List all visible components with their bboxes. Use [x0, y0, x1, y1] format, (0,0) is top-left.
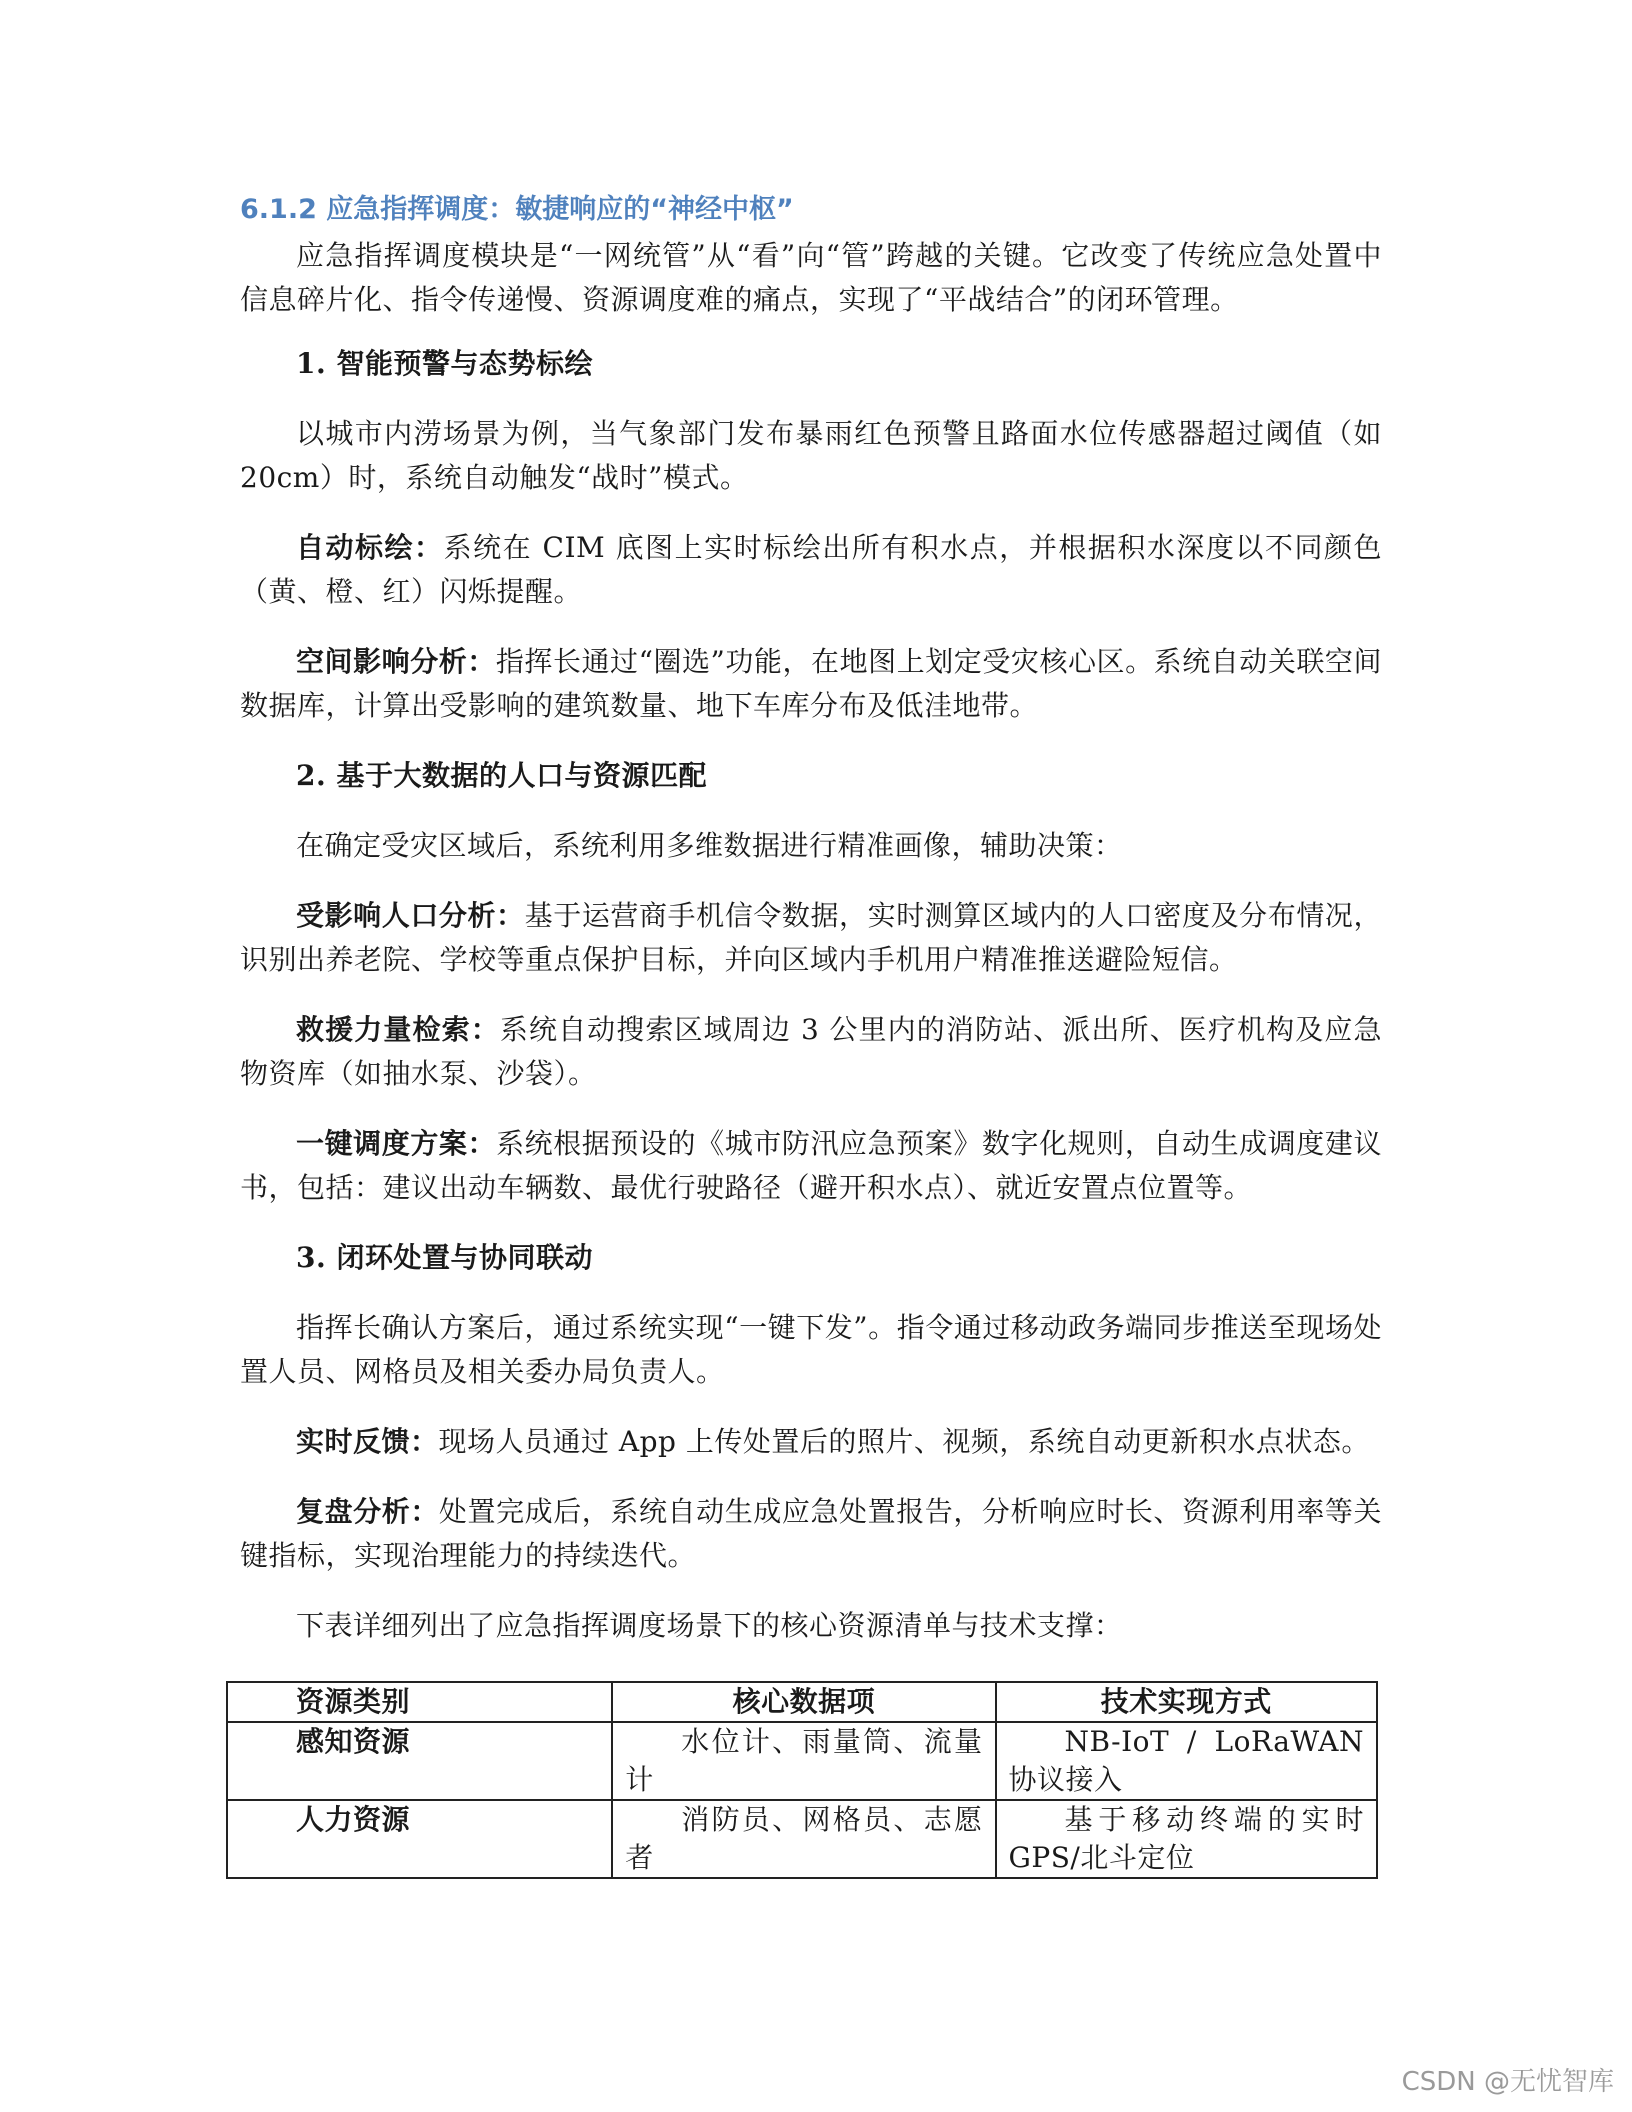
item-label: 自动标绘：: [296, 531, 444, 564]
table-cell: 消防员、网格员、志愿者: [612, 1800, 995, 1878]
table-header-cell: 技术实现方式: [996, 1682, 1377, 1722]
subheading-3: 3. 闭环处置与协同联动: [296, 1241, 593, 1274]
table-cell: 人力资源: [227, 1800, 612, 1878]
table-row: [227, 1800, 1377, 1878]
intro-paragraph: 应急指挥调度模块是“一网统管”从“看”向“管”跨越的关键。它改变了传统应急处置中信息碎片化、指令传递慢、资源调度难的痛点，实现了“平战结合”的闭环管理。: [240, 239, 1382, 316]
item-text: 系统在 CIM 底图上实时标绘出所有积水点，并根据积水深度以不同颜色（黄、橙、红）闪烁提醒。: [240, 531, 1382, 608]
document-body: [240, 192, 1382, 1674]
list-item: [240, 1008, 1382, 1096]
paragraph: 以城市内涝场景为例，当气象部门发布暴雨红色预警且路面水位传感器超过阈值（如 20cm）时，系统自动触发“战时”模式。: [240, 417, 1382, 494]
list-item: [240, 1490, 1382, 1578]
table-cell: NB-IoT / LoRaWAN 协议接入: [996, 1722, 1377, 1800]
list-item: [240, 1420, 1382, 1464]
paragraph: 在确定受灾区域后，系统利用多维数据进行精准画像，辅助决策：: [296, 829, 1123, 862]
table-cell: 水位计、雨量筒、流量计: [612, 1722, 995, 1800]
item-label: 复盘分析：: [296, 1495, 439, 1528]
item-text: 基于运营商手机信令数据，实时测算区域内的人口密度及分布情况，识别出养老院、学校等重点保护目标，并向区域内手机用户精准推送避险短信。: [240, 899, 1382, 976]
resource-table: [226, 1681, 1378, 1879]
list-item: [240, 526, 1382, 614]
item-label: 救援力量检索：: [296, 1013, 500, 1046]
table-header-cell: 核心数据项: [612, 1682, 995, 1722]
table-row: [227, 1722, 1377, 1800]
item-text: 处置完成后，系统自动生成应急处置报告，分析响应时长、资源利用率等关键指标，实现治理能力的持续迭代。: [240, 1495, 1382, 1572]
item-label: 受影响人口分析：: [296, 899, 525, 932]
table-header-row: [227, 1682, 1377, 1722]
item-label: 实时反馈：: [296, 1425, 439, 1458]
item-text: 系统自动搜索区域周边 3 公里内的消防站、派出所、医疗机构及应急物资库（如抽水泵、沙袋）。: [240, 1013, 1382, 1090]
subheading-1: 1. 智能预警与态势标绘: [296, 347, 593, 380]
list-item: [240, 894, 1382, 982]
table-cell: 基于移动终端的实时 GPS/北斗定位: [996, 1800, 1377, 1878]
table-header-cell: 资源类别: [227, 1682, 612, 1722]
table-cell: 感知资源: [227, 1722, 612, 1800]
list-item: [240, 640, 1382, 728]
item-text: 系统根据预设的《城市防汛应急预案》数字化规则，自动生成调度建议书，包括：建议出动车辆数、最优行驶路径（避开积水点）、就近安置点位置等。: [240, 1127, 1382, 1204]
table-intro: 下表详细列出了应急指挥调度场景下的核心资源清单与技术支撑：: [296, 1609, 1123, 1642]
item-label: 一键调度方案：: [296, 1127, 497, 1160]
section-heading: 6.1.2 应急指挥调度：敏捷响应的“神经中枢”: [240, 194, 794, 225]
item-label: 空间影响分析：: [296, 645, 496, 678]
subheading-2: 2. 基于大数据的人口与资源匹配: [296, 759, 707, 792]
item-text: 指挥长通过“圈选”功能，在地图上划定受灾核心区。系统自动关联空间数据库，计算出受影响的建筑数量、地下车库分布及低洼地带。: [240, 645, 1382, 722]
list-item: [240, 1122, 1382, 1210]
item-text: 现场人员通过 App 上传处置后的照片、视频，系统自动更新积水点状态。: [438, 1425, 1370, 1458]
paragraph: 指挥长确认方案后，通过系统实现“一键下发”。指令通过移动政务端同步推送至现场处置人员、网格员及相关委办局负责人。: [240, 1311, 1382, 1388]
watermark: CSDN @无忧智库: [1401, 2067, 1614, 2097]
